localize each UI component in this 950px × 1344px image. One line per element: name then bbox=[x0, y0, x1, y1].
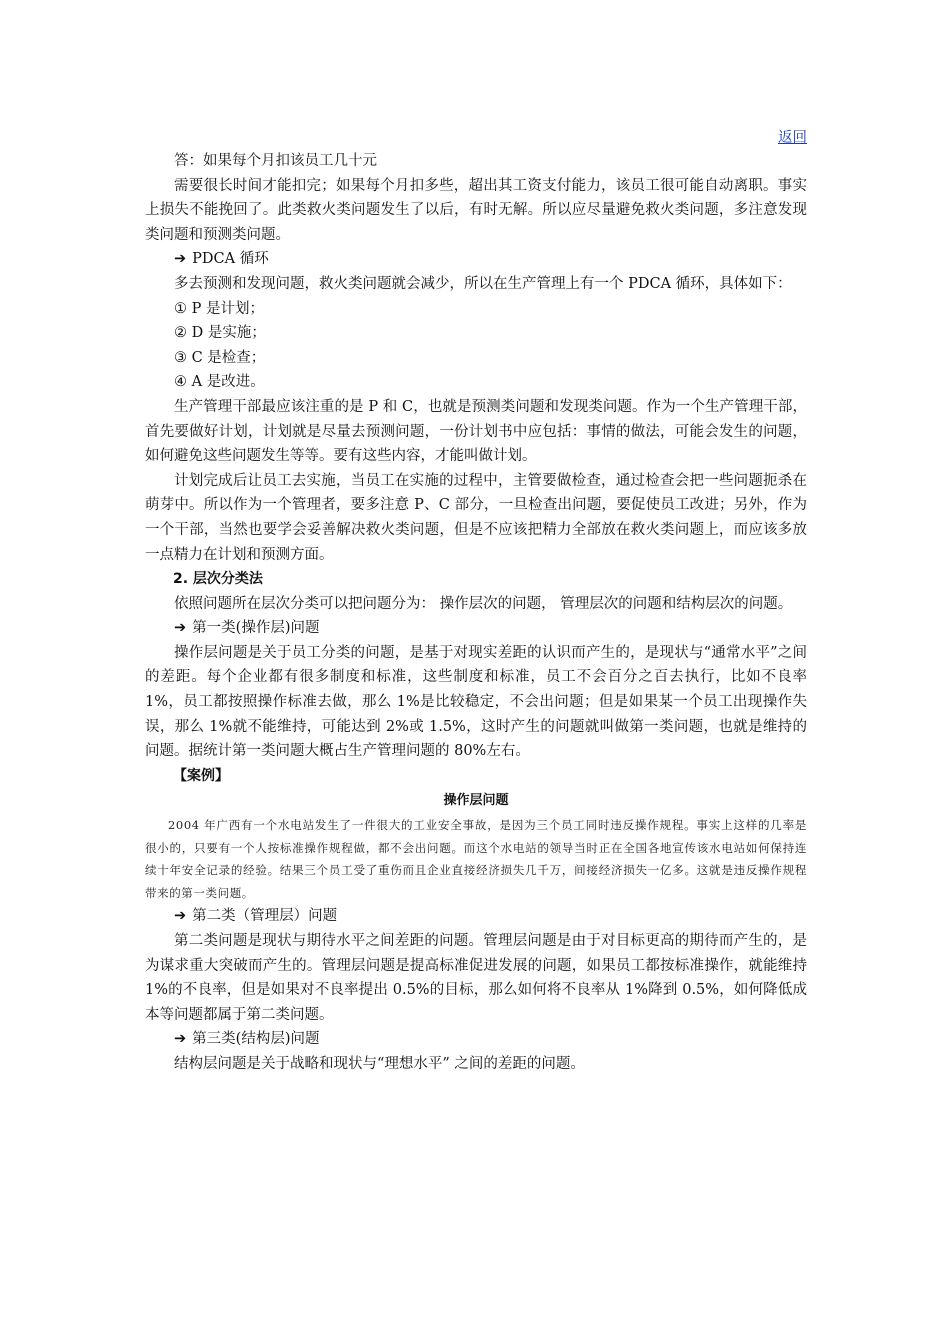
paragraph: 依照问题所在层次分类可以把问题分为： 操作层次的问题， 管理层次的问题和结构层次的问题。 bbox=[174, 595, 793, 612]
case-label: 【案例】 bbox=[173, 767, 229, 784]
class1-heading bbox=[145, 616, 807, 641]
class2-heading bbox=[145, 904, 807, 929]
paragraph: 操作层问题是关于员工分类的问题，是基于对现实差距的认识而产生的，是现状与“通常水平”之间的差距。每个企业都有很多制度和标准，这些制度和标准，员工不会百分之百去执行，比如不良率 1%，员工都按照操作标准去做，那么 1%是比较稳定，不会出问题；但是如果某一个员工出现操作失误，那么 1%就不能维持，可能达到 2%或 1.5%，这时产生的问题就叫做第一类问题，也就是维持的问题。据统计第一类问题大概占生产管理问题的 80%左右。 bbox=[145, 644, 807, 760]
paragraph: 结构层问题是关于战略和现状与“理想水平” 之间的差距的问题。 bbox=[174, 1056, 585, 1072]
paragraph: 需要很长时间才能扣完；如果每个月扣多些，超出其工资支付能力，该员工很可能自动离职。事实上损失不能挽回了。此类救火类问题发生了以后，有时无解。所以应尽量避免救火类问题，多注意发现类问题和预测类问题。 bbox=[145, 177, 807, 243]
class3-heading bbox=[145, 1027, 807, 1052]
document-body bbox=[145, 124, 807, 1077]
list-item: ④ A 是改进。 bbox=[174, 374, 265, 391]
paragraph: 第二类问题是现状与期待水平之间差距的问题。管理层问题是由于对目标更高的期待而产生的，是为谋求重大突破而产生的。管理层问题是提高标准促进发展的问题，如果员工都按标准操作，就能维持 1%的不良率，但是如果对不良率提出 0.5%的目标，那么如何将不良率从 1%降到 0.5%，如何降低成本等问题都属于第二类问题。 bbox=[145, 933, 807, 1023]
pdca-heading-text: PDCA 循环 bbox=[192, 251, 269, 268]
class3-heading-text: 第三类(结构层)问题 bbox=[192, 1031, 320, 1048]
class2-heading-text: 第二类（管理层）问题 bbox=[192, 908, 338, 925]
arrow-right-icon: ➔ bbox=[174, 620, 187, 637]
list-item: ② D 是实施； bbox=[174, 325, 266, 342]
class1-heading-text: 第一类(操作层)问题 bbox=[192, 620, 320, 637]
paragraph: 计划完成后让员工去实施，当员工在实施的过程中，主管要做检查，通过检查会把一些问题扼杀在萌芽中。所以作为一个管理者，要多注意 P、C 部分，一旦检查出问题，要促使员工改进；另外，作为一个干部，当然也要学会妥善解决救火类问题，但是不应该把精力全部放在救火类问题上，而应该多放一点精力在计划和预测方面。 bbox=[145, 472, 807, 563]
case-body: 2004 年广西有一个水电站发生了一件很大的工业安全事故，是因为三个员工同时违反操作规程。事实上这样的几率是很小的，只要有一个人按标准操作规程做，都不会出问题。而这个水电站的领导当时正在全国各地宣传该水电站如何保持连续十年安全记录的经验。结果三个员工受了重伤而且企业直接经济损失几千万，间接经济损失一亿多。这就是违反操作规程带来的第一类问题。 bbox=[145, 818, 807, 900]
back-row bbox=[145, 124, 807, 149]
paragraph: 多去预测和发现问题，救火类问题就会减少，所以在生产管理上有一个 PDCA 循环，具体如下： bbox=[174, 275, 792, 292]
list-item: ③ C 是检查； bbox=[174, 349, 266, 366]
case-title: 操作层问题 bbox=[443, 793, 509, 809]
pdca-heading bbox=[145, 247, 807, 272]
arrow-right-icon: ➔ bbox=[174, 1031, 187, 1048]
list-item: ① P 是计划； bbox=[174, 300, 264, 317]
answer-line: 答：如果每个月扣该员工几十元 bbox=[174, 153, 377, 169]
paragraph: 生产管理干部最应该注重的是 P 和 C，也就是预测类问题和发现类问题。作为一个生产管理干部，首先要做好计划，计划就是尽量去预测问题，一份计划书中应包括：事情的做法，可能会发生的问题，如何避免这些问题发生等等。要有这些内容，才能叫做计划。 bbox=[145, 398, 807, 465]
back-link[interactable]: 返回 bbox=[778, 130, 807, 146]
arrow-right-icon: ➔ bbox=[174, 908, 187, 925]
arrow-right-icon: ➔ bbox=[174, 251, 187, 268]
section-heading: 2. 层次分类法 bbox=[173, 571, 263, 588]
